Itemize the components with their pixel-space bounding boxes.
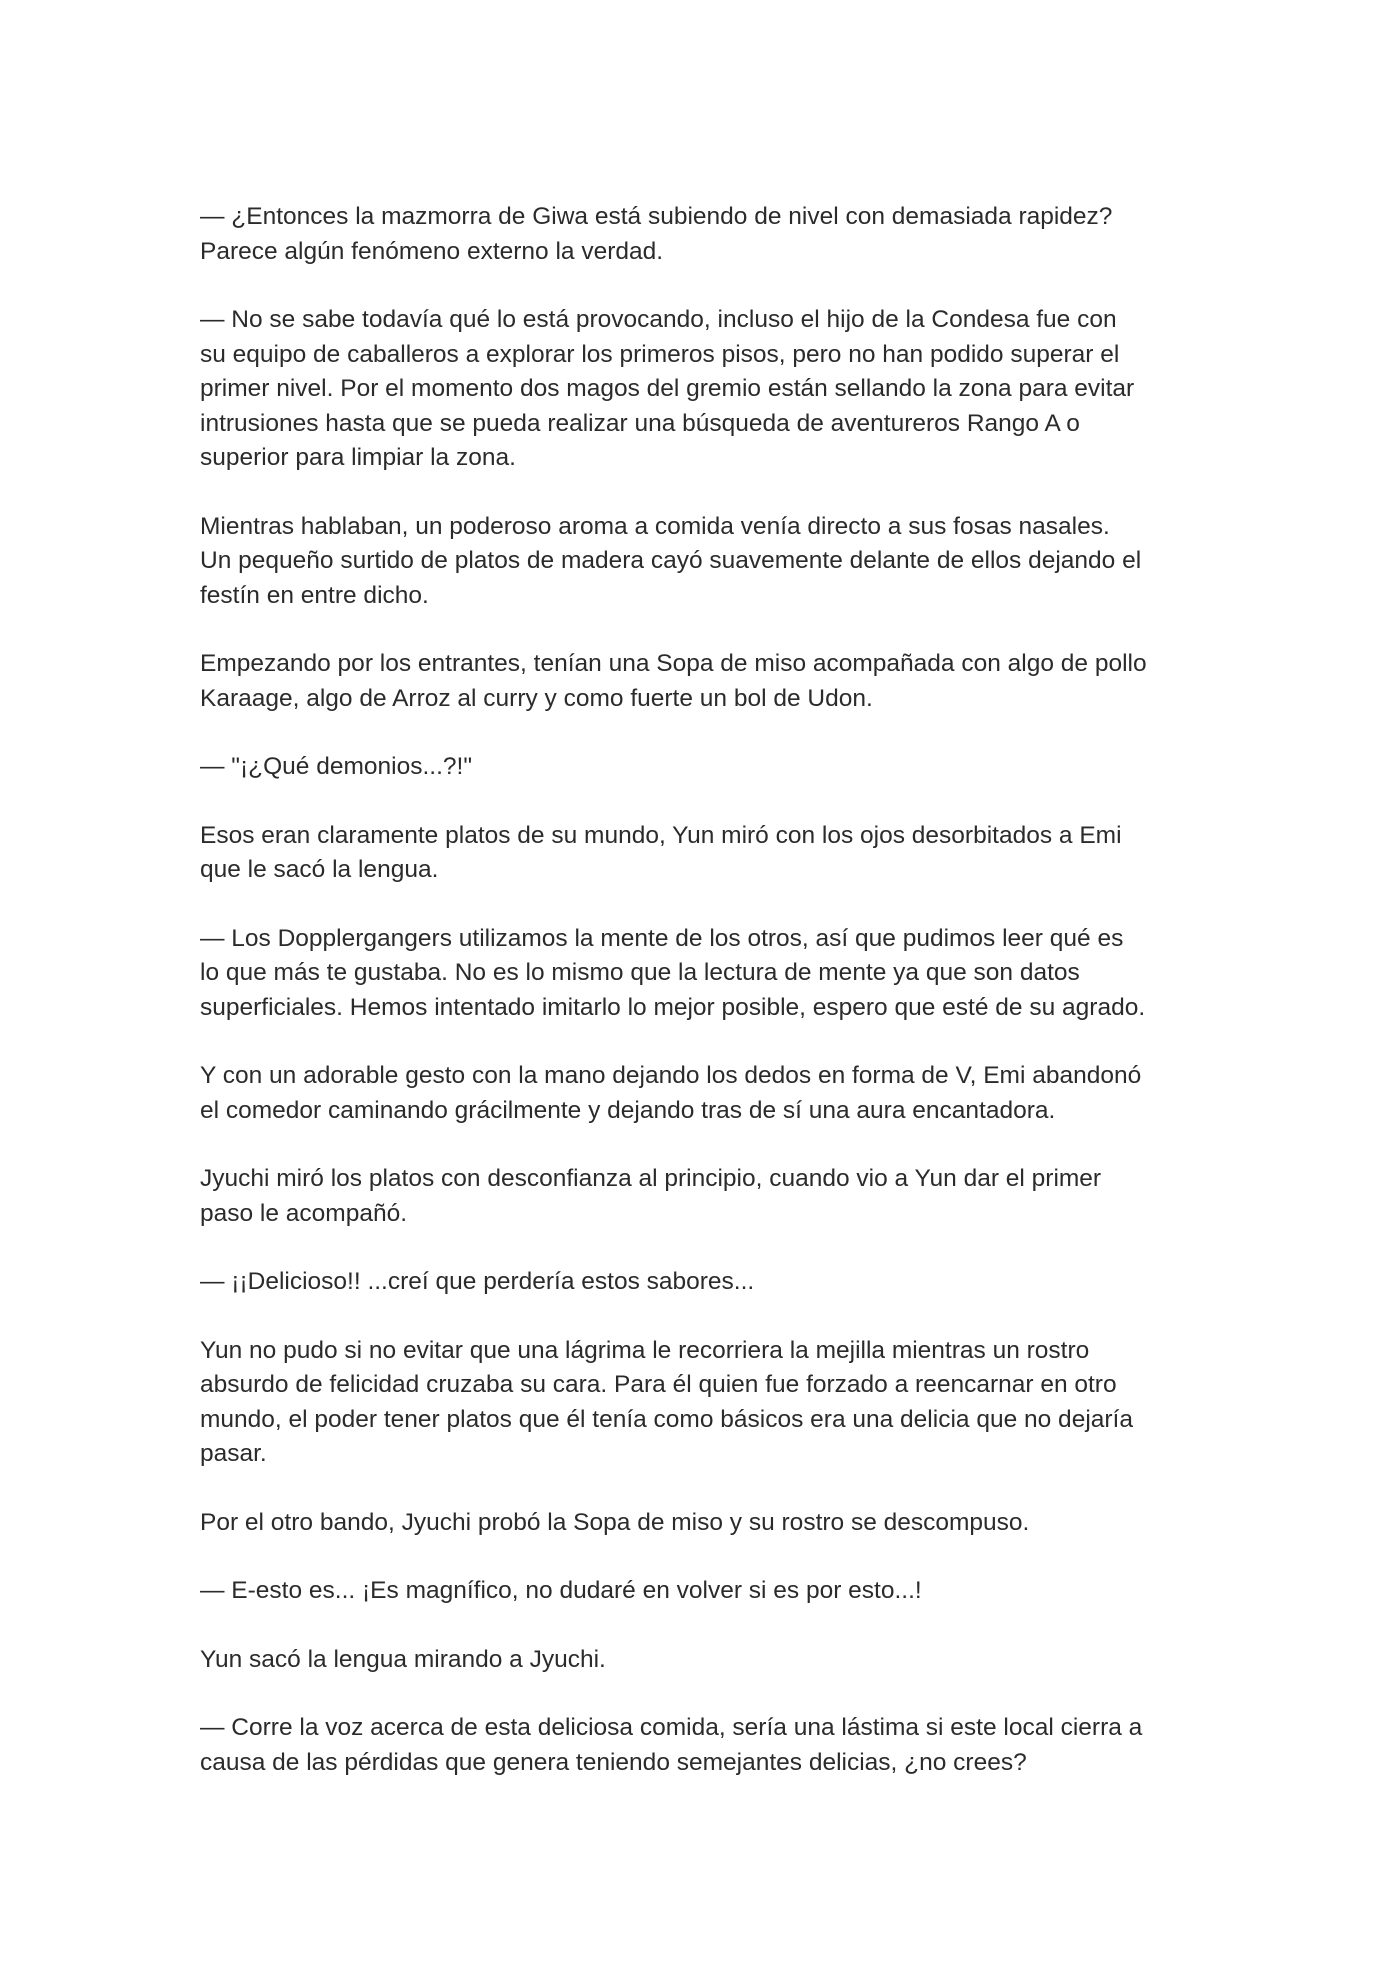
paragraph-3: Mientras hablaban, un poderoso aroma a comida venía directo a sus fosas nasales. Un pequeño surtido de platos de madera cayó suavemente delante de ellos dejando el festín en entre dicho.: [200, 512, 1142, 609]
document-body: [200, 200, 1210, 1814]
paragraph-9: Jyuchi miró los platos con desconfianza al principio, cuando vio a Yun dar el primer paso le acompañó.: [200, 1165, 1102, 1227]
paragraph-4: Empezando por los entrantes, tenían una Sopa de miso acompañada con algo de pollo Karaage, algo de Arroz al curry y como fuerte un bol de Udon.: [200, 650, 1147, 712]
paragraph-7: — Los Dopplergangers utilizamos la mente de los otros, así que pudimos leer qué es lo que más te gustaba. No es lo mismo que la lectura de mente ya que son datos superficiales. Hemos intentado imitarlo lo mejor posible, espero que esté de su agrado.: [200, 924, 1146, 1021]
paragraph-2: — No se sabe todavía qué lo está provocando, incluso el hijo de la Condesa fue con su equipo de caballeros a explorar los primeros pisos, pero no han podido superar el primer nivel. Por el momento dos magos del gremio están sellando la zona para evitar intrusiones hasta que se pueda realizar una búsqueda de aventureros Rango A o superior para limpiar la zona.: [200, 306, 1135, 471]
paragraph-11: Yun no pudo si no evitar que una lágrima le recorriera la mejilla mientras un rostro absurdo de felicidad cruzaba su cara. Para él quien fue forzado a reencarnar en otro mundo, el poder tener platos que él tenía como básicos era una delicia que no dejaría pasar.: [200, 1336, 1133, 1467]
paragraph-13: — E-esto es... ¡Es magnífico, no dudaré en volver si es por esto...!: [200, 1577, 922, 1604]
paragraph-6: Esos eran claramente platos de su mundo, Yun miró con los ojos desorbitados a Emi que le sacó la lengua.: [200, 821, 1122, 883]
paragraph-8: Y con un adorable gesto con la mano dejando los dedos en forma de V, Emi abandonó el comedor caminando grácilmente y dejando tras de sí una aura encantadora.: [200, 1062, 1142, 1124]
paragraph-1: — ¿Entonces la mazmorra de Giwa está subiendo de nivel con demasiada rapidez? Parece algún fenómeno externo la verdad.: [200, 203, 1113, 265]
paragraph-10: — ¡¡Delicioso!! ...creí que perdería estos sabores...: [200, 1268, 755, 1295]
paragraph-5: — "¡¿Qué demonios...?!": [200, 753, 473, 780]
paragraph-12: Por el otro bando, Jyuchi probó la Sopa de miso y su rostro se descompuso.: [200, 1508, 1030, 1536]
paragraph-15: — Corre la voz acerca de esta deliciosa comida, sería una lástima si este local cierra a causa de las pérdidas que genera teniendo semejantes delicias, ¿no crees?: [200, 1714, 1143, 1776]
paragraph-14: Yun sacó la lengua mirando a Jyuchi.: [200, 1645, 606, 1673]
